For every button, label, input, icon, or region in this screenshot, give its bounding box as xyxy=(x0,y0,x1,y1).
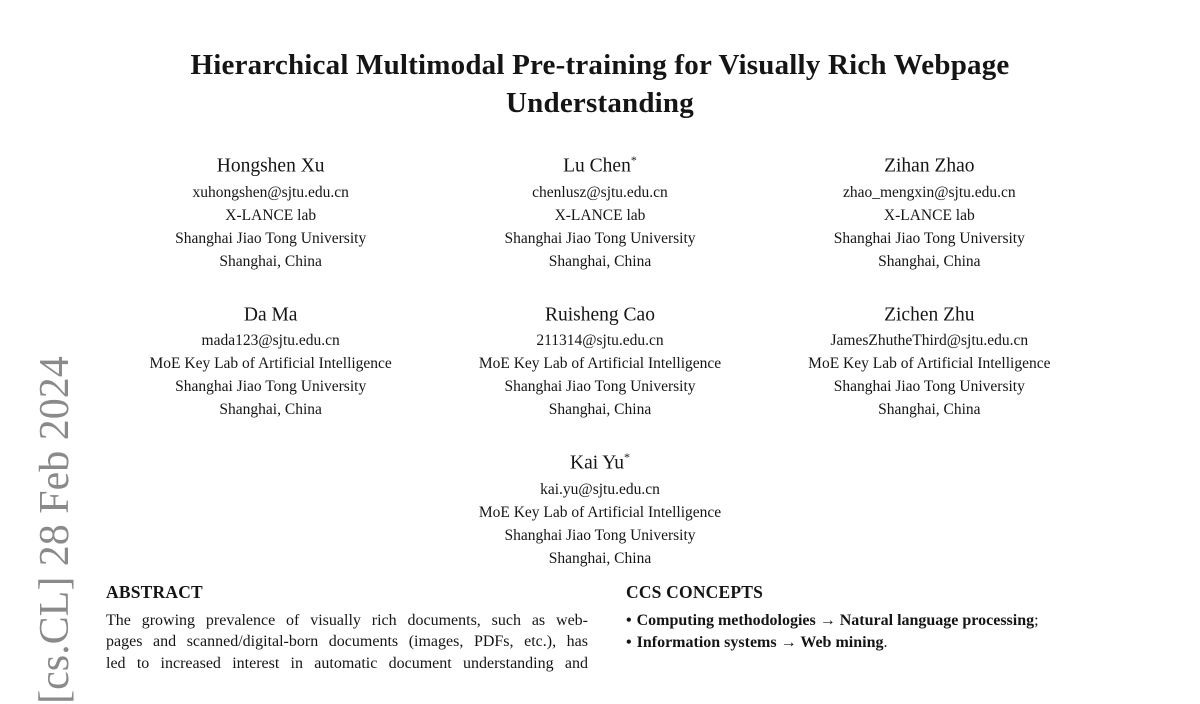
author-name xyxy=(435,148,764,179)
ccs-concepts-section xyxy=(626,582,1128,675)
ccs-concept-item xyxy=(626,632,1128,654)
author-name xyxy=(435,297,764,328)
ccs-subcategory: Natural language processing xyxy=(839,611,1035,629)
author-email: chenlusz@sjtu.edu.cn xyxy=(532,183,668,201)
author-block-da-ma xyxy=(106,297,435,422)
author-university: Shanghai Jiao Tong University xyxy=(504,378,696,395)
author-name-text: Ruisheng Cao xyxy=(545,304,655,325)
author-lab: MoE Key Lab of Artificial Intelligence xyxy=(149,355,392,372)
body-columns xyxy=(106,582,1128,675)
punctuation: . xyxy=(883,633,888,651)
footnote-marker: * xyxy=(623,450,630,464)
author-name xyxy=(106,148,435,179)
author-location: Shanghai, China xyxy=(548,401,652,418)
author-name-text: Zichen Zhu xyxy=(884,304,975,325)
author-lab: MoE Key Lab of Artificial Intelligence xyxy=(478,503,722,521)
author-block-ruisheng-cao xyxy=(435,297,764,422)
author-name-text: Da Ma xyxy=(243,304,298,325)
abstract-text-line: led to increased interest in automatic document understanding and xyxy=(106,654,588,672)
ccs-concept-item xyxy=(626,610,1128,632)
bullet-icon: • xyxy=(626,633,632,651)
authors-row-2 xyxy=(106,297,1094,422)
arxiv-stamp-text: [cs.CL] 28 Feb 2024 xyxy=(32,356,78,704)
author-name xyxy=(765,297,1094,328)
author-name xyxy=(765,148,1094,179)
abstract-heading: ABSTRACT xyxy=(106,581,203,602)
authors-row-3 xyxy=(106,445,1094,570)
author-university: Shanghai Jiao Tong University xyxy=(175,229,367,247)
author-email: 211314@sjtu.edu.cn xyxy=(536,332,664,349)
author-location: Shanghai, China xyxy=(878,252,981,270)
abstract-text-line: pages and scanned/digital-born documents (images, PDFs, etc.), has xyxy=(106,633,588,650)
ccs-category: Information systems xyxy=(636,633,777,651)
author-university: Shanghai Jiao Tong University xyxy=(833,229,1025,247)
arrow-right-icon: → xyxy=(819,611,836,629)
author-location: Shanghai, China xyxy=(548,549,652,567)
author-name-text: Kai Yu xyxy=(570,452,624,474)
arrow-right-icon: → xyxy=(780,633,797,651)
authors-row-1 xyxy=(106,148,1094,273)
author-lab: X-LANCE lab xyxy=(883,206,975,224)
author-university: Shanghai Jiao Tong University xyxy=(504,526,696,544)
author-lab: X-LANCE lab xyxy=(554,206,646,224)
author-name xyxy=(435,445,765,476)
author-university: Shanghai Jiao Tong University xyxy=(833,378,1025,395)
ccs-subcategory: Web mining xyxy=(800,633,884,651)
author-block-hongshen-xu xyxy=(106,148,435,273)
author-lab: MoE Key Lab of Artificial Intelligence xyxy=(478,355,722,372)
abstract-text-line: The growing prevalence of visually rich documents, such as web- xyxy=(106,611,588,629)
author-lab: MoE Key Lab of Artificial Intelligence xyxy=(808,355,1051,372)
author-name-text: Hongshen Xu xyxy=(216,155,325,177)
ccs-heading: CCS CONCEPTS xyxy=(626,581,764,602)
author-block-zichen-zhu xyxy=(765,297,1094,422)
footnote-marker: * xyxy=(630,153,637,167)
author-block-zihan-zhao xyxy=(765,148,1094,273)
author-location: Shanghai, China xyxy=(219,252,322,270)
paper-title: Hierarchical Multimodal Pre-training for Visually Rich Webpage Understanding xyxy=(190,49,1010,119)
ccs-category: Computing methodologies xyxy=(636,611,816,629)
abstract-section xyxy=(106,582,588,675)
author-lab: X-LANCE lab xyxy=(225,206,317,224)
author-email: mada123@sjtu.edu.cn xyxy=(201,332,340,349)
author-email: JamesZhutheThird@sjtu.edu.cn xyxy=(830,332,1029,349)
paper-page xyxy=(0,46,1200,704)
author-university: Shanghai Jiao Tong University xyxy=(504,229,696,247)
author-name-text: Zihan Zhao xyxy=(884,155,975,177)
author-location: Shanghai, China xyxy=(219,401,322,418)
author-email: zhao_mengxin@sjtu.edu.cn xyxy=(842,183,1016,201)
author-location: Shanghai, China xyxy=(548,252,652,270)
author-block-lu-chen xyxy=(435,148,764,273)
punctuation: ; xyxy=(1034,611,1039,629)
author-email: xuhongshen@sjtu.edu.cn xyxy=(192,183,349,201)
author-block-kai-yu xyxy=(435,445,765,570)
author-name-text: Lu Chen xyxy=(563,155,631,177)
author-email: kai.yu@sjtu.edu.cn xyxy=(540,480,660,498)
author-name xyxy=(106,297,435,328)
bullet-icon: • xyxy=(626,611,632,629)
author-location: Shanghai, China xyxy=(878,401,981,418)
author-university: Shanghai Jiao Tong University xyxy=(175,378,367,395)
